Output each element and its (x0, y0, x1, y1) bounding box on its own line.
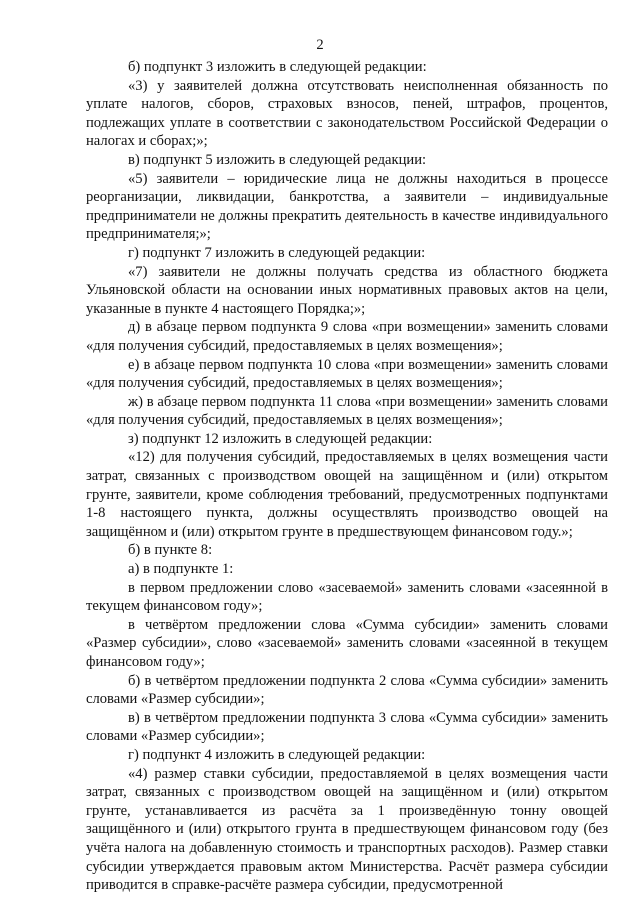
paragraph: ж) в абзаце первом подпункта 11 слова «при возмещении» заменить словами «для получения субсидий, предоставляемых в целях возмещения»; (86, 393, 608, 429)
paragraph: б) в четвёртом предложении подпункта 2 слова «Сумма субсидии» заменить словами «Размер субсидии»; (86, 672, 608, 708)
paragraph: з) подпункт 12 изложить в следующей редакции: (128, 430, 433, 447)
paragraph: г) подпункт 4 изложить в следующей редакции: (128, 746, 426, 763)
paragraph: «5) заявители – юридические лица не должны находиться в процессе реорганизации, ликвидации, банкротства, а заявители – индивидуальные предприниматели не должны прекратить деятельность в качестве индивидуального предпринимателя;»; (86, 170, 608, 243)
paragraph: е) в абзаце первом подпункта 10 слова «при возмещении» заменить словами «для получения субсидий, предоставляемых в целях возмещения»; (86, 356, 608, 392)
paragraph: б) в пункте 8: (128, 542, 213, 559)
page-number: 2 (316, 37, 324, 53)
paragraph: в) подпункт 5 изложить в следующей редакции: (128, 151, 427, 168)
paragraph: «12) для получения субсидий, предоставляемых в целях возмещения части затрат, связанных с производством овощей на защищённом и (или) открытом грунте, заявители, кроме соблюдения требований, предусмотренных подпунктами 1-8 настоящего пункта, должны осуществлять производство овощей на защищённом и (или) открытом грунте в предшествующем финансовом году.»; (86, 449, 608, 540)
paragraph: в первом предложении слово «засеваемой» заменить словами «засеянной в текущем финансовом году»; (86, 579, 608, 615)
paragraph: «3) у заявителей должна отсутствовать неисполненная обязанность по уплате налогов, сборов, страховых взносов, пеней, штрафов, процентов, подлежащих уплате в соответствии с законодательством Российской Федерации о налогах и сборах;»; (86, 77, 608, 150)
paragraph: в четвёртом предложении слова «Сумма субсидии» заменить словами «Размер субсидии», слово «засеваемой» заменить словами «засеянной в текущем финансовом году»; (86, 616, 608, 670)
document-body (86, 58, 608, 895)
paragraph: б) подпункт 3 изложить в следующей редакции: (128, 59, 427, 75)
paragraph: г) подпункт 7 изложить в следующей редакции: (128, 244, 426, 261)
paragraph: «7) заявители не должны получать средства из областного бюджета Ульяновской области на основании иных нормативных правовых актов на цели, указанные в пункте 4 настоящего Порядка;»; (86, 263, 608, 317)
paragraph: а) в подпункте 1: (128, 561, 234, 578)
paragraph: «4) размер ставки субсидии, предоставляемой в целях возмещения части затрат, связанных с производством овощей на защищённом и (или) открытом грунте, устанавливается из расчёта за 1 произведённую тонну овощей защищённого и (или) открытого грунта в предшествующем финансовом году (без учёта налога на добавленную стоимость и транспортных расходов). Размер ставки субсидии утверждается правовым актом Министерства. Расчёт размера субсидии приводится в справке-расчёте размера субсидии, предусмотренной (86, 765, 608, 894)
paragraph: д) в абзаце первом подпункта 9 слова «при возмещении» заменить словами «для получения субсидий, предоставляемых в целях возмещения»; (86, 319, 608, 354)
paragraph: в) в четвёртом предложении подпункта 3 слова «Сумма субсидии» заменить словами «Размер субсидии»; (86, 709, 608, 745)
